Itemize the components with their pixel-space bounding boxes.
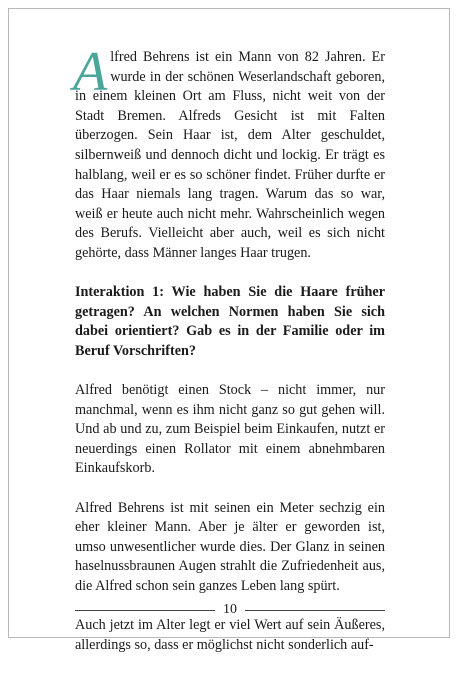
paragraph-appearance: Alfred Behrens ist mit seinen ein Meter sechzig ein eher kleiner Mann. Aber je älter er geworden ist, umso unwesentlicher wurde dies. Der Glanz in seinen haselnussbraunen Augen strahlt die Zufriedenheit aus, die Alfred schon sein ganzes Leben lang spürt.: [75, 499, 385, 595]
page-number: 10: [223, 602, 237, 617]
interaction-question: Interaktion 1: Wie haben Sie die Haare früher getragen? An welchen Normen haben Sie sich dabei orientiert? Gab es in der Familie oder im Beruf Vorschriften?: [75, 284, 385, 359]
paragraph-intro-text: lfred Behrens ist ein Mann von 82 Jahren. Er wurde in der schönen Weserlandschaft geboren, in einem kleinen Ort am Fluss, nicht weit von der Stadt Bremen. Alfreds Gesicht ist mit Falten überzogen. Sein Haar ist, dem Alter geschuldet, silbernweiß und dennoch dicht und lockig. Er trägt es halblang, weil er es so schöner findet. Früher durfte er das Haar niemals lang tragen. Warum das so war, weiß er heute auch nicht mehr. Wahrscheinlich wegen des Berufs. Vielleicht aber auch, weil es sich nicht gehörte, dass Männer langes Haar trugen.: [75, 49, 385, 261]
paragraph-intro: [73, 41, 385, 264]
footer-rule-left: [75, 610, 215, 611]
text-column: [73, 41, 385, 675]
drop-cap: A: [73, 41, 108, 103]
paragraph-walking-aid: Alfred benötigt einen Stock – nicht immer, nur manchmal, wenn es ihm nicht ganz so gut gehen will. Und ab und zu, zum Beispiel beim Einkaufen, nutzt er neuerdings einen Rollator mit einem abnehmbaren Einkaufskorb.: [75, 382, 385, 477]
footer-rule-right: [245, 610, 385, 611]
paragraph-old-age: Auch jetzt im Alter legt er viel Wert auf sein Äußeres, allerdings so, dass er möglichst nicht sonderlich auf-: [75, 617, 385, 653]
